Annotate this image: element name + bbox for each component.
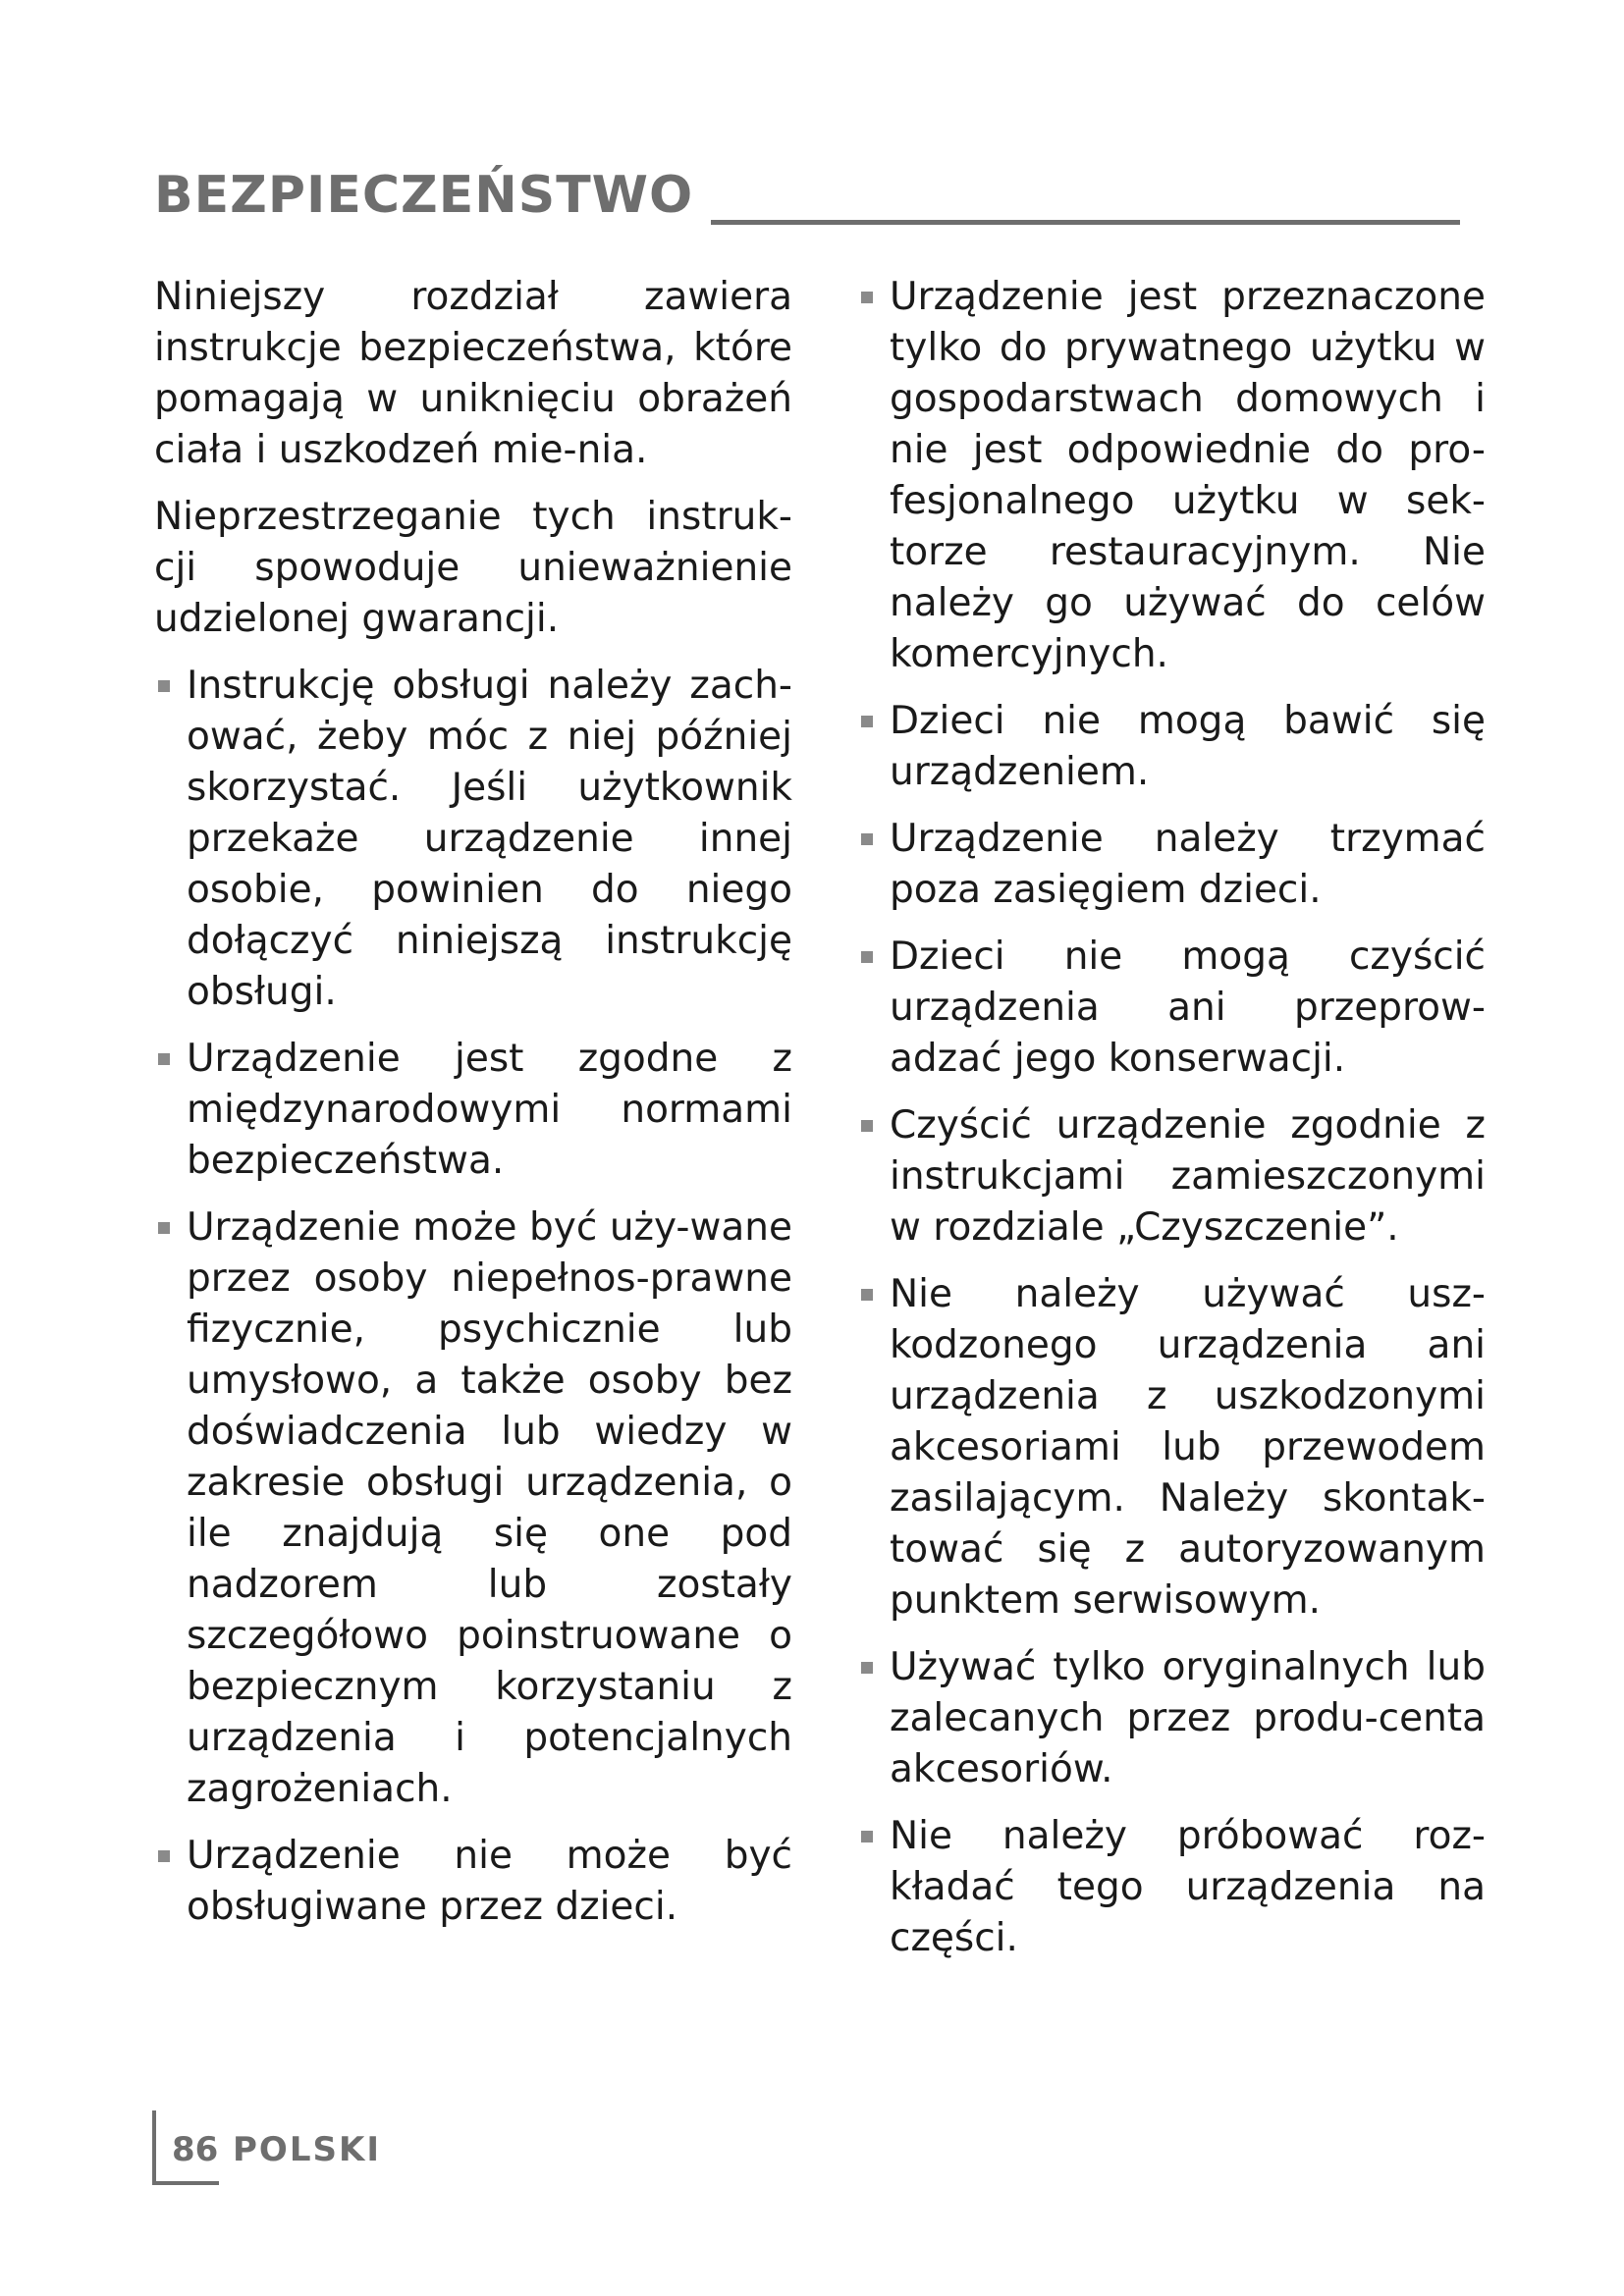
list-item-text: Urządzenie może być uży-wane przez osoby niepełnos-prawne fizycznie, psychicznie lub umysłowo, a także osoby bez doświadczenia lub wiedzy w zakresie obsługi urządzenia, o ile znajdują się one pod nadzorem lub zostały szczegółowo poinstruowane o bezpiecznym korzystaniu z urządzenia i potencjalnych zagrożeniach. (187, 1205, 792, 1811)
list-item (857, 932, 1486, 1085)
language-label: POLSKI (233, 2130, 381, 2169)
intro-paragraph: Niniejszy rozdział zawiera instrukcje bezpieczeństwa, które pomagają w uniknięciu obrażeń ciała i uszkodzeń mie-nia. (154, 275, 792, 472)
list-item (154, 1831, 792, 1933)
list-item (154, 1034, 792, 1187)
page-number: 86 (172, 2130, 219, 2169)
list-item-text: Dzieci nie mogą bawić się urządzeniem. (890, 699, 1486, 794)
right-column (857, 272, 1486, 1980)
page-footer (152, 2110, 407, 2185)
list-item-text: Urządzenie nie może być obsługiwane przez dzieci. (187, 1834, 792, 1929)
square-bullet-icon (861, 833, 873, 845)
list-item-text: Instrukcję obsługi należy zach-ować, żeby móc z niej później skorzystać. Jeśli użytkownik przekaże urządzenie innej osobie, powinien do niego dołączyć niniejszą instrukcję obsługi. (187, 664, 792, 1014)
square-bullet-icon (861, 1662, 873, 1674)
list-item (857, 1811, 1486, 1964)
left-bullet-list (154, 661, 792, 1933)
square-bullet-icon (861, 1120, 873, 1132)
list-item (857, 1269, 1486, 1627)
square-bullet-icon (158, 1053, 170, 1065)
page-header (154, 161, 1460, 230)
list-item-text: Urządzenie jest przeznaczone tylko do prywatnego użytku w gospodarstwach domowych i nie jest odpowiednie do pro-fesjonalnego użytku w sek-torze restauracyjnym. Nie należy go używać do celów komercyjnych. (890, 275, 1486, 676)
list-item (154, 1202, 792, 1815)
list-item (154, 661, 792, 1018)
square-bullet-icon (861, 1831, 873, 1842)
list-item-text: Nie należy próbować roz-kładać tego urządzenia na części. (890, 1814, 1486, 1960)
title-rule (711, 220, 1460, 225)
square-bullet-icon (861, 716, 873, 727)
list-item-text: Używać tylko oryginalnych lub zalecanych przez produ-centa akcesoriów. (890, 1645, 1486, 1791)
square-bullet-icon (158, 1222, 170, 1234)
right-bullet-list (857, 272, 1486, 1964)
square-bullet-icon (158, 680, 170, 692)
square-bullet-icon (158, 1850, 170, 1862)
list-item-text: Nie należy używać usz-kodzonego urządzenia ani urządzenia z uszkodzonymi akcesoriami lub przewodem zasilającym. Należy skontak-tować się z autoryzowanym punktem serwisowym. (890, 1272, 1486, 1623)
list-item (857, 1642, 1486, 1795)
list-item-text: Czyścić urządzenie zgodnie z instrukcjami zamieszczonymi w rozdziale „Czyszczenie”. (890, 1103, 1486, 1250)
list-item (857, 1100, 1486, 1254)
list-item-text: Urządzenie jest zgodne z międzynarodowymi normami bezpieczeństwa. (187, 1037, 792, 1183)
list-item-text: Urządzenie należy trzymać poza zasięgiem dzieci. (890, 817, 1486, 912)
list-item (857, 696, 1486, 798)
left-column (154, 272, 792, 1949)
list-item (857, 814, 1486, 916)
square-bullet-icon (861, 292, 873, 303)
section-title: BEZPIECZEŃSTWO (154, 166, 694, 225)
warranty-paragraph: Nieprzestrzeganie tych instruk-cji spowoduje unieważnienie udzielonej gwarancji. (154, 495, 792, 641)
list-item (857, 272, 1486, 680)
list-item-text: Dzieci nie mogą czyścić urządzenia ani przeprow-adzać jego konserwacji. (890, 934, 1486, 1081)
square-bullet-icon (861, 1289, 873, 1301)
square-bullet-icon (861, 951, 873, 963)
